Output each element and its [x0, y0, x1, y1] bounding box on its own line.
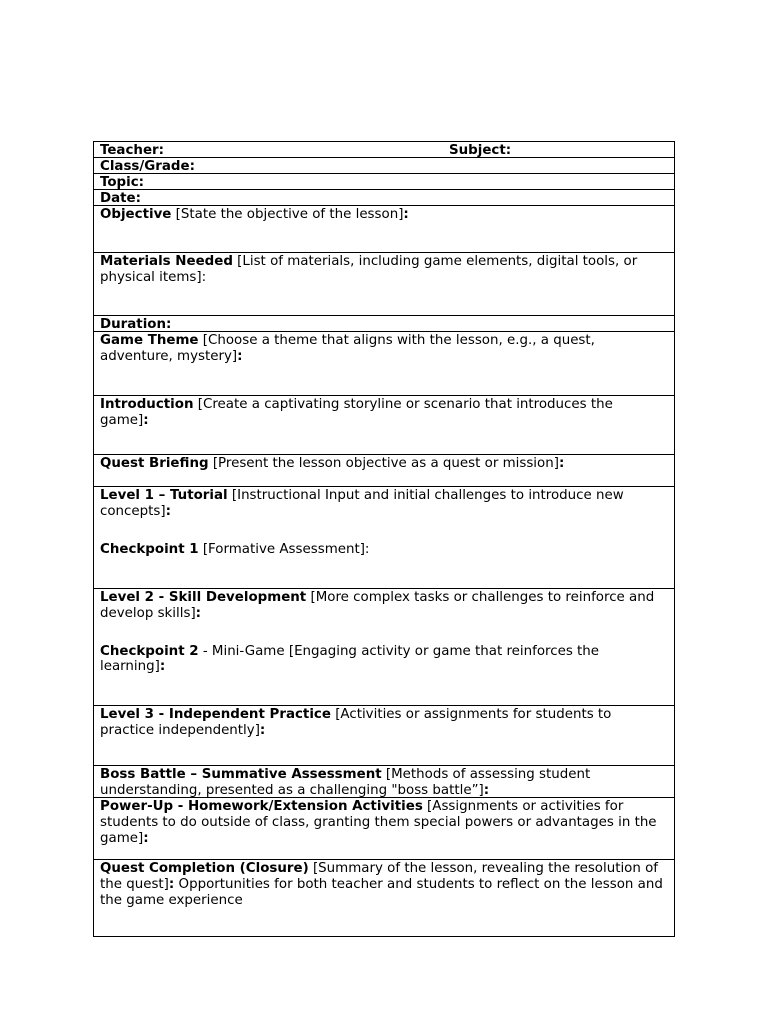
- date-row: [94, 190, 674, 206]
- checkpoint2-label: Checkpoint 2: [100, 643, 199, 659]
- closure-label: Quest Completion (Closure): [100, 861, 309, 876]
- duration-label: Duration:: [100, 317, 172, 332]
- game-theme-label: Game Theme: [100, 333, 199, 348]
- duration-row: [94, 316, 674, 332]
- objective-text: [State the objective of the lesson]: [171, 207, 404, 222]
- game-theme-section: [94, 332, 674, 396]
- introduction-label: Introduction: [100, 397, 194, 412]
- level1-text: [Instructional Input and initial challenges to introduce new concepts]: [100, 488, 624, 519]
- level2-text: [More complex tasks or challenges to reinforce and develop skills]: [100, 590, 655, 621]
- checkpoint1-text: [Formative Assessment]:: [198, 541, 370, 557]
- level3-section: [94, 706, 674, 766]
- power-up-label: Power-Up - Homework/Extension Activities: [100, 799, 423, 814]
- quest-briefing-section: [94, 455, 674, 487]
- level2-colon: :: [195, 605, 202, 621]
- level3-text: [Activities or assignments for students to practice independently]: [100, 707, 612, 738]
- subject-label: Subject:: [449, 143, 512, 158]
- power-up-colon: :: [143, 830, 149, 846]
- level3-label: Level 3 - Independent Practice: [100, 707, 331, 722]
- closure-colon: :: [168, 876, 175, 892]
- quest-briefing-text: [Present the lesson objective as a quest or mission]: [208, 456, 559, 471]
- date-label: Date:: [100, 191, 141, 206]
- objective-colon: :: [403, 207, 409, 222]
- game-theme-colon: :: [237, 348, 243, 364]
- level1-section: [94, 487, 674, 589]
- level1-colon: :: [165, 503, 171, 519]
- level2-section: [94, 589, 674, 706]
- game-theme-text: [Choose a theme that aligns with the lesson, e.g., a quest, adventure, mystery]: [100, 333, 595, 364]
- boss-battle-section: [94, 766, 674, 798]
- teacher-row: [94, 142, 674, 158]
- topic-label: Topic:: [100, 175, 145, 190]
- boss-battle-text: [Methods of assessing student understanding, presented as a challenging "boss battle”]: [100, 767, 591, 798]
- quest-briefing-colon: :: [558, 456, 565, 471]
- closure-text: [Summary of the lesson, revealing the resolution of the quest]: [100, 861, 659, 892]
- introduction-colon: :: [143, 412, 149, 428]
- introduction-section: [94, 396, 674, 455]
- materials-label: Materials Needed: [100, 254, 233, 269]
- class-grade-label: Class/Grade:: [100, 159, 195, 174]
- boss-battle-colon: :: [483, 782, 490, 798]
- introduction-text: [Create a captivating storyline or scenario that introduces the game]: [100, 397, 613, 428]
- power-up-text: [Assignments or activities for students to do outside of class, granting them special powers or advantages in the game]: [100, 799, 657, 846]
- closure-reflection-text: Opportunities for both teacher and students to reflect on the lesson and the game experience: [100, 876, 663, 908]
- materials-text: [List of materials, including game elements, digital tools, or physical items]:: [100, 254, 638, 285]
- level3-colon: :: [259, 722, 266, 738]
- objective-section: [94, 206, 674, 253]
- materials-section: [94, 253, 674, 316]
- level2-label: Level 2 - Skill Development: [100, 590, 307, 605]
- boss-battle-label: Boss Battle – Summative Assessment: [100, 767, 382, 782]
- closure-section: [94, 860, 674, 937]
- class-grade-row: [94, 158, 674, 174]
- checkpoint1-label: Checkpoint 1: [100, 541, 199, 557]
- power-up-section: [94, 798, 674, 860]
- level1-label: Level 1 – Tutorial: [100, 488, 228, 503]
- topic-row: [94, 174, 674, 190]
- lesson-plan-table: [93, 141, 675, 937]
- teacher-label: Teacher:: [100, 143, 164, 158]
- checkpoint2-text: - Mini-Game [Engaging activity or game that reinforces the learning]: [100, 643, 600, 675]
- quest-briefing-label: Quest Briefing: [100, 456, 209, 471]
- checkpoint2-colon: :: [159, 659, 166, 675]
- objective-label: Objective: [100, 207, 172, 222]
